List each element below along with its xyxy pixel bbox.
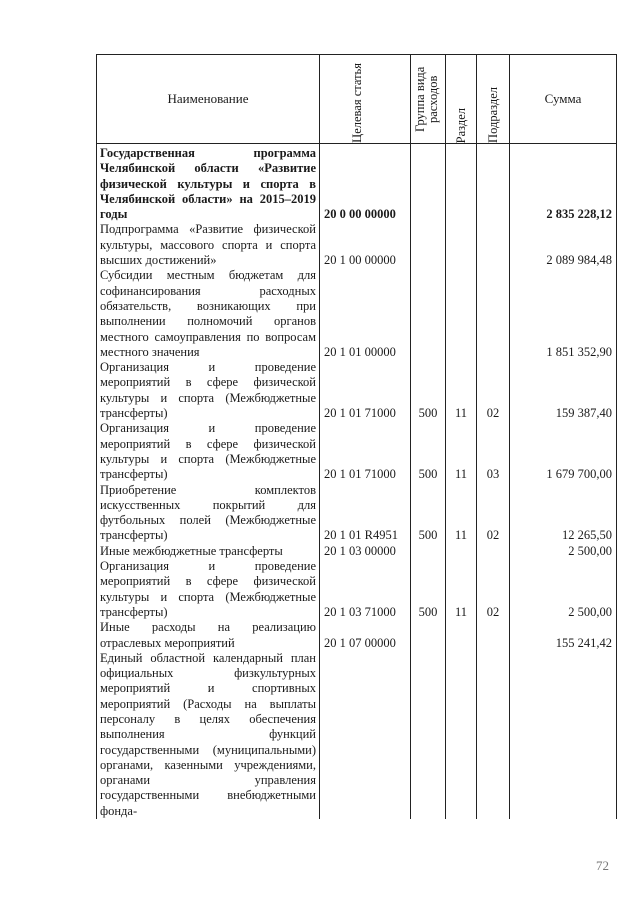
table-row [97,222,617,268]
row-subsection: 03 [477,421,510,482]
row-expense-group [411,268,446,360]
row-section: 11 [446,483,477,544]
row-section [446,268,477,360]
row-subsection: 02 [477,483,510,544]
row-sum [510,651,617,819]
budget-table [96,54,617,819]
row-section [446,620,477,651]
row-name: Иные расходы на реализацию отраслевых мероприятий [97,620,320,651]
row-sum: 2 089 984,48 [510,222,617,268]
row-sum: 1 851 352,90 [510,268,617,360]
row-target-article: 20 1 01 00000 [320,268,411,360]
table-row [97,620,617,651]
row-sum: 155 241,42 [510,620,617,651]
table-row [97,483,617,544]
header-subsection: Подраздел [477,55,510,144]
row-name: Организация и проведение мероприятий в сфере физической культуры и спорта (Межбюджетные трансферты) [97,421,320,482]
table-row [97,651,617,819]
row-subsection [477,144,510,223]
row-name: Организация и проведение мероприятий в сфере физической культуры и спорта (Межбюджетные трансферты) [97,360,320,421]
row-name: Приобретение комплектов искусственных покрытий для футбольных полей (Межбюджетные трансферты) [97,483,320,544]
row-name: Иные межбюджетные трансферты [97,544,320,559]
row-expense-group: 500 [411,559,446,620]
row-name: Государственная программа Челябинской области «Развитие физической культуры и спорта в Челябинской области» на 2015–2019 годы [97,144,320,223]
row-target-article: 20 1 01 R4951 [320,483,411,544]
row-sum: 2 500,00 [510,544,617,559]
row-target-article [320,651,411,819]
row-target-article: 20 1 01 71000 [320,360,411,421]
table-row [97,144,617,223]
row-expense-group [411,222,446,268]
header-target-article: Целевая статья [320,55,411,144]
row-target-article: 20 1 03 71000 [320,559,411,620]
table-row [97,544,617,559]
row-section [446,651,477,819]
row-target-article: 20 1 07 00000 [320,620,411,651]
table-row [97,360,617,421]
row-expense-group [411,144,446,223]
row-name: Организация и проведение мероприятий в сфере физической культуры и спорта (Межбюджетные трансферты) [97,559,320,620]
row-name: Субсидии местным бюджетам для софинансирования расходных обязательств, возникающих при выполнении полномочий органов местного самоуправления по вопросам местного значения [97,268,320,360]
row-sum: 2 500,00 [510,559,617,620]
row-subsection [477,544,510,559]
row-name: Единый областной календарный план официальных физкультурных мероприятий и спортивных мероприятий (Расходы на выплаты персоналу в целях обеспечения выполнения функций государственными (муниципальными) органами, казенными учреждениями, органами управления государственными внебюджетными фонда- [97,651,320,819]
row-subsection [477,620,510,651]
row-sum: 1 679 700,00 [510,421,617,482]
row-expense-group [411,651,446,819]
row-section: 11 [446,360,477,421]
row-subsection: 02 [477,559,510,620]
row-section: 11 [446,559,477,620]
header-section: Раздел [446,55,477,144]
table-row [97,421,617,482]
row-expense-group [411,620,446,651]
row-subsection: 02 [477,360,510,421]
row-target-article: 20 1 01 71000 [320,421,411,482]
row-name: Подпрограмма «Развитие физической культуры, массового спорта и спорта высших достижений» [97,222,320,268]
table-row [97,559,617,620]
row-target-article: 20 1 00 00000 [320,222,411,268]
table-body [97,144,617,820]
row-expense-group: 500 [411,360,446,421]
row-target-article: 20 0 00 00000 [320,144,411,223]
row-sum: 2 835 228,12 [510,144,617,223]
row-subsection [477,268,510,360]
row-expense-group: 500 [411,421,446,482]
header-expense-group: Группа вида расходов [411,55,446,144]
row-sum: 12 265,50 [510,483,617,544]
row-section [446,144,477,223]
header-row [97,55,617,144]
header-sum: Сумма [510,55,617,144]
row-expense-group: 500 [411,483,446,544]
row-target-article: 20 1 03 00000 [320,544,411,559]
row-expense-group [411,544,446,559]
table-row [97,268,617,360]
page-number: 72 [596,858,609,873]
row-sum: 159 387,40 [510,360,617,421]
row-section [446,222,477,268]
row-subsection [477,222,510,268]
row-subsection [477,651,510,819]
row-section: 11 [446,421,477,482]
row-section [446,544,477,559]
header-name: Наименование [97,55,320,144]
